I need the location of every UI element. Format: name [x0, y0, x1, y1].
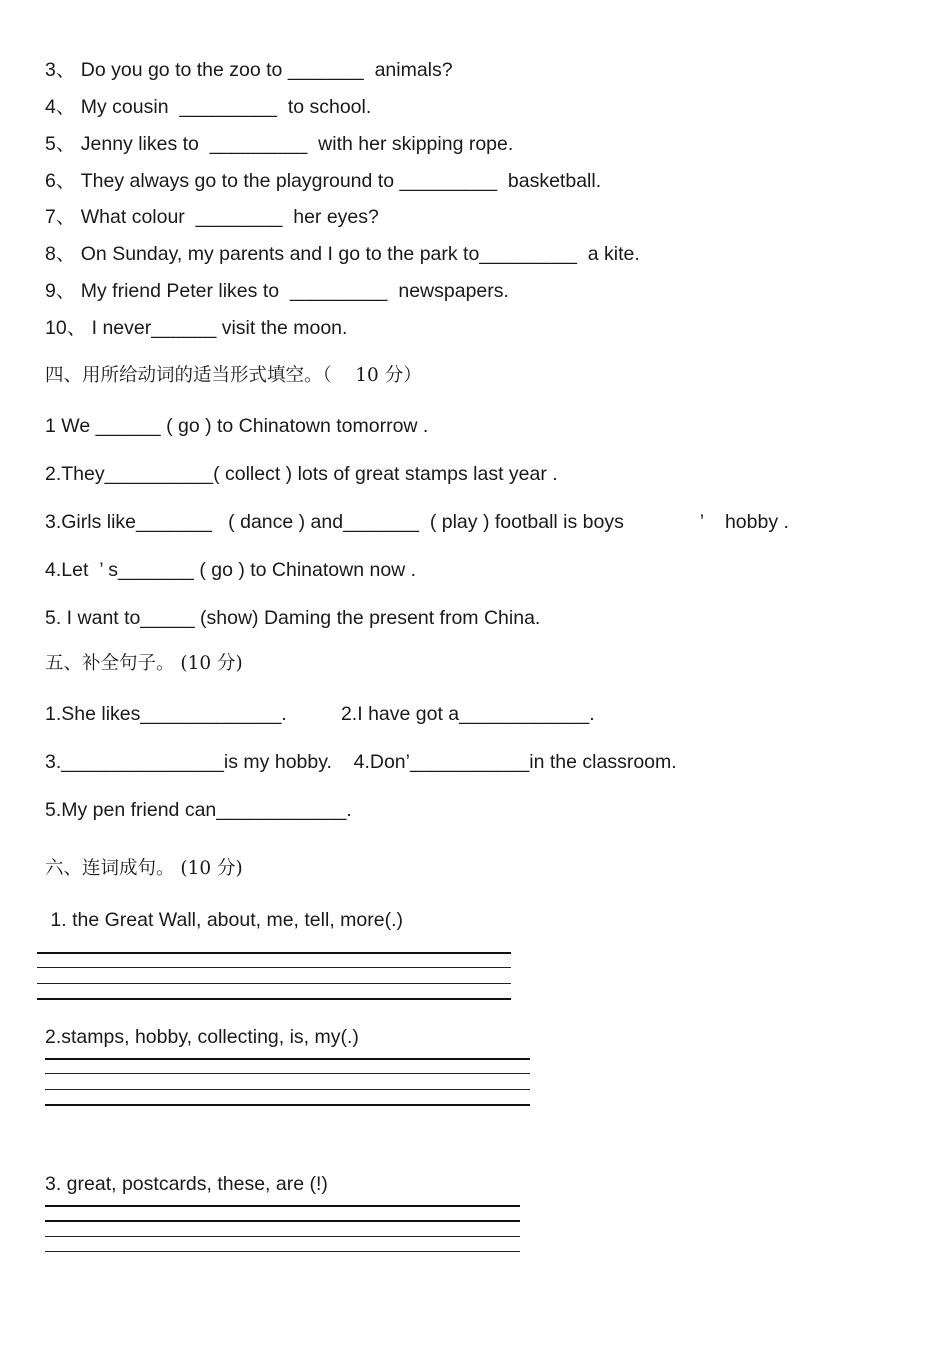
writing-line	[37, 998, 511, 1000]
question-line: 4、 My cousin _________ to school.	[45, 96, 372, 118]
question-line: 2.stamps, hobby, collecting, is, my(.)	[45, 1026, 359, 1048]
writing-line	[45, 1104, 530, 1106]
writing-line	[45, 1220, 520, 1222]
question-line: 1 We ______ ( go ) to Chinatown tomorrow .	[45, 415, 429, 437]
question-line: 4.Let ’ s_______ ( go ) to Chinatown now .	[45, 559, 417, 581]
writing-line	[45, 1073, 530, 1074]
question-line: 3._______________is my hobby. 4.Don’___________in the classroom.	[45, 751, 677, 773]
question-line: 9、 My friend Peter likes to _________ newspapers.	[45, 280, 509, 302]
question-line: 5. I want to_____ (show) Daming the present from China.	[45, 607, 541, 629]
question-line: 7、 What colour ________ her eyes?	[45, 206, 379, 228]
writing-line	[45, 1058, 530, 1060]
question-line: 3. great, postcards, these, are (!)	[45, 1173, 328, 1195]
question-line: 1.She likes_____________. 2.I have got a____________.	[45, 703, 595, 725]
question-line: 5.My pen friend can____________.	[45, 799, 352, 821]
question-line: 8、 On Sunday, my parents and I go to the park to_________ a kite.	[45, 243, 640, 265]
question-line: 1. the Great Wall, about, me, tell, more(.)	[45, 909, 403, 931]
section-heading: 五、补全句子。 (10 分)	[45, 653, 243, 674]
question-line: 10、 I never______ visit the moon.	[45, 317, 348, 339]
writing-line	[45, 1236, 520, 1237]
writing-line	[37, 967, 511, 968]
question-line: 5、 Jenny likes to _________ with her skipping rope.	[45, 133, 514, 155]
section-heading: 四、用所给动词的适当形式填空。（ 10 分）	[45, 365, 422, 386]
section-heading: 六、连词成句。 (10 分)	[45, 858, 243, 879]
writing-line	[37, 952, 511, 954]
writing-line	[45, 1251, 520, 1252]
question-line: 6、 They always go to the playground to _________ basketball.	[45, 170, 602, 192]
question-line: 3、 Do you go to the zoo to _______ animals?	[45, 59, 453, 81]
writing-line	[45, 1089, 530, 1090]
writing-line	[45, 1205, 520, 1207]
question-line: 2.They__________( collect ) lots of great stamps last year .	[45, 463, 558, 485]
writing-line	[37, 983, 511, 984]
question-line: 3.Girls like_______ ( dance ) and_______ ( play ) football is boys ’ hobby .	[45, 511, 789, 533]
